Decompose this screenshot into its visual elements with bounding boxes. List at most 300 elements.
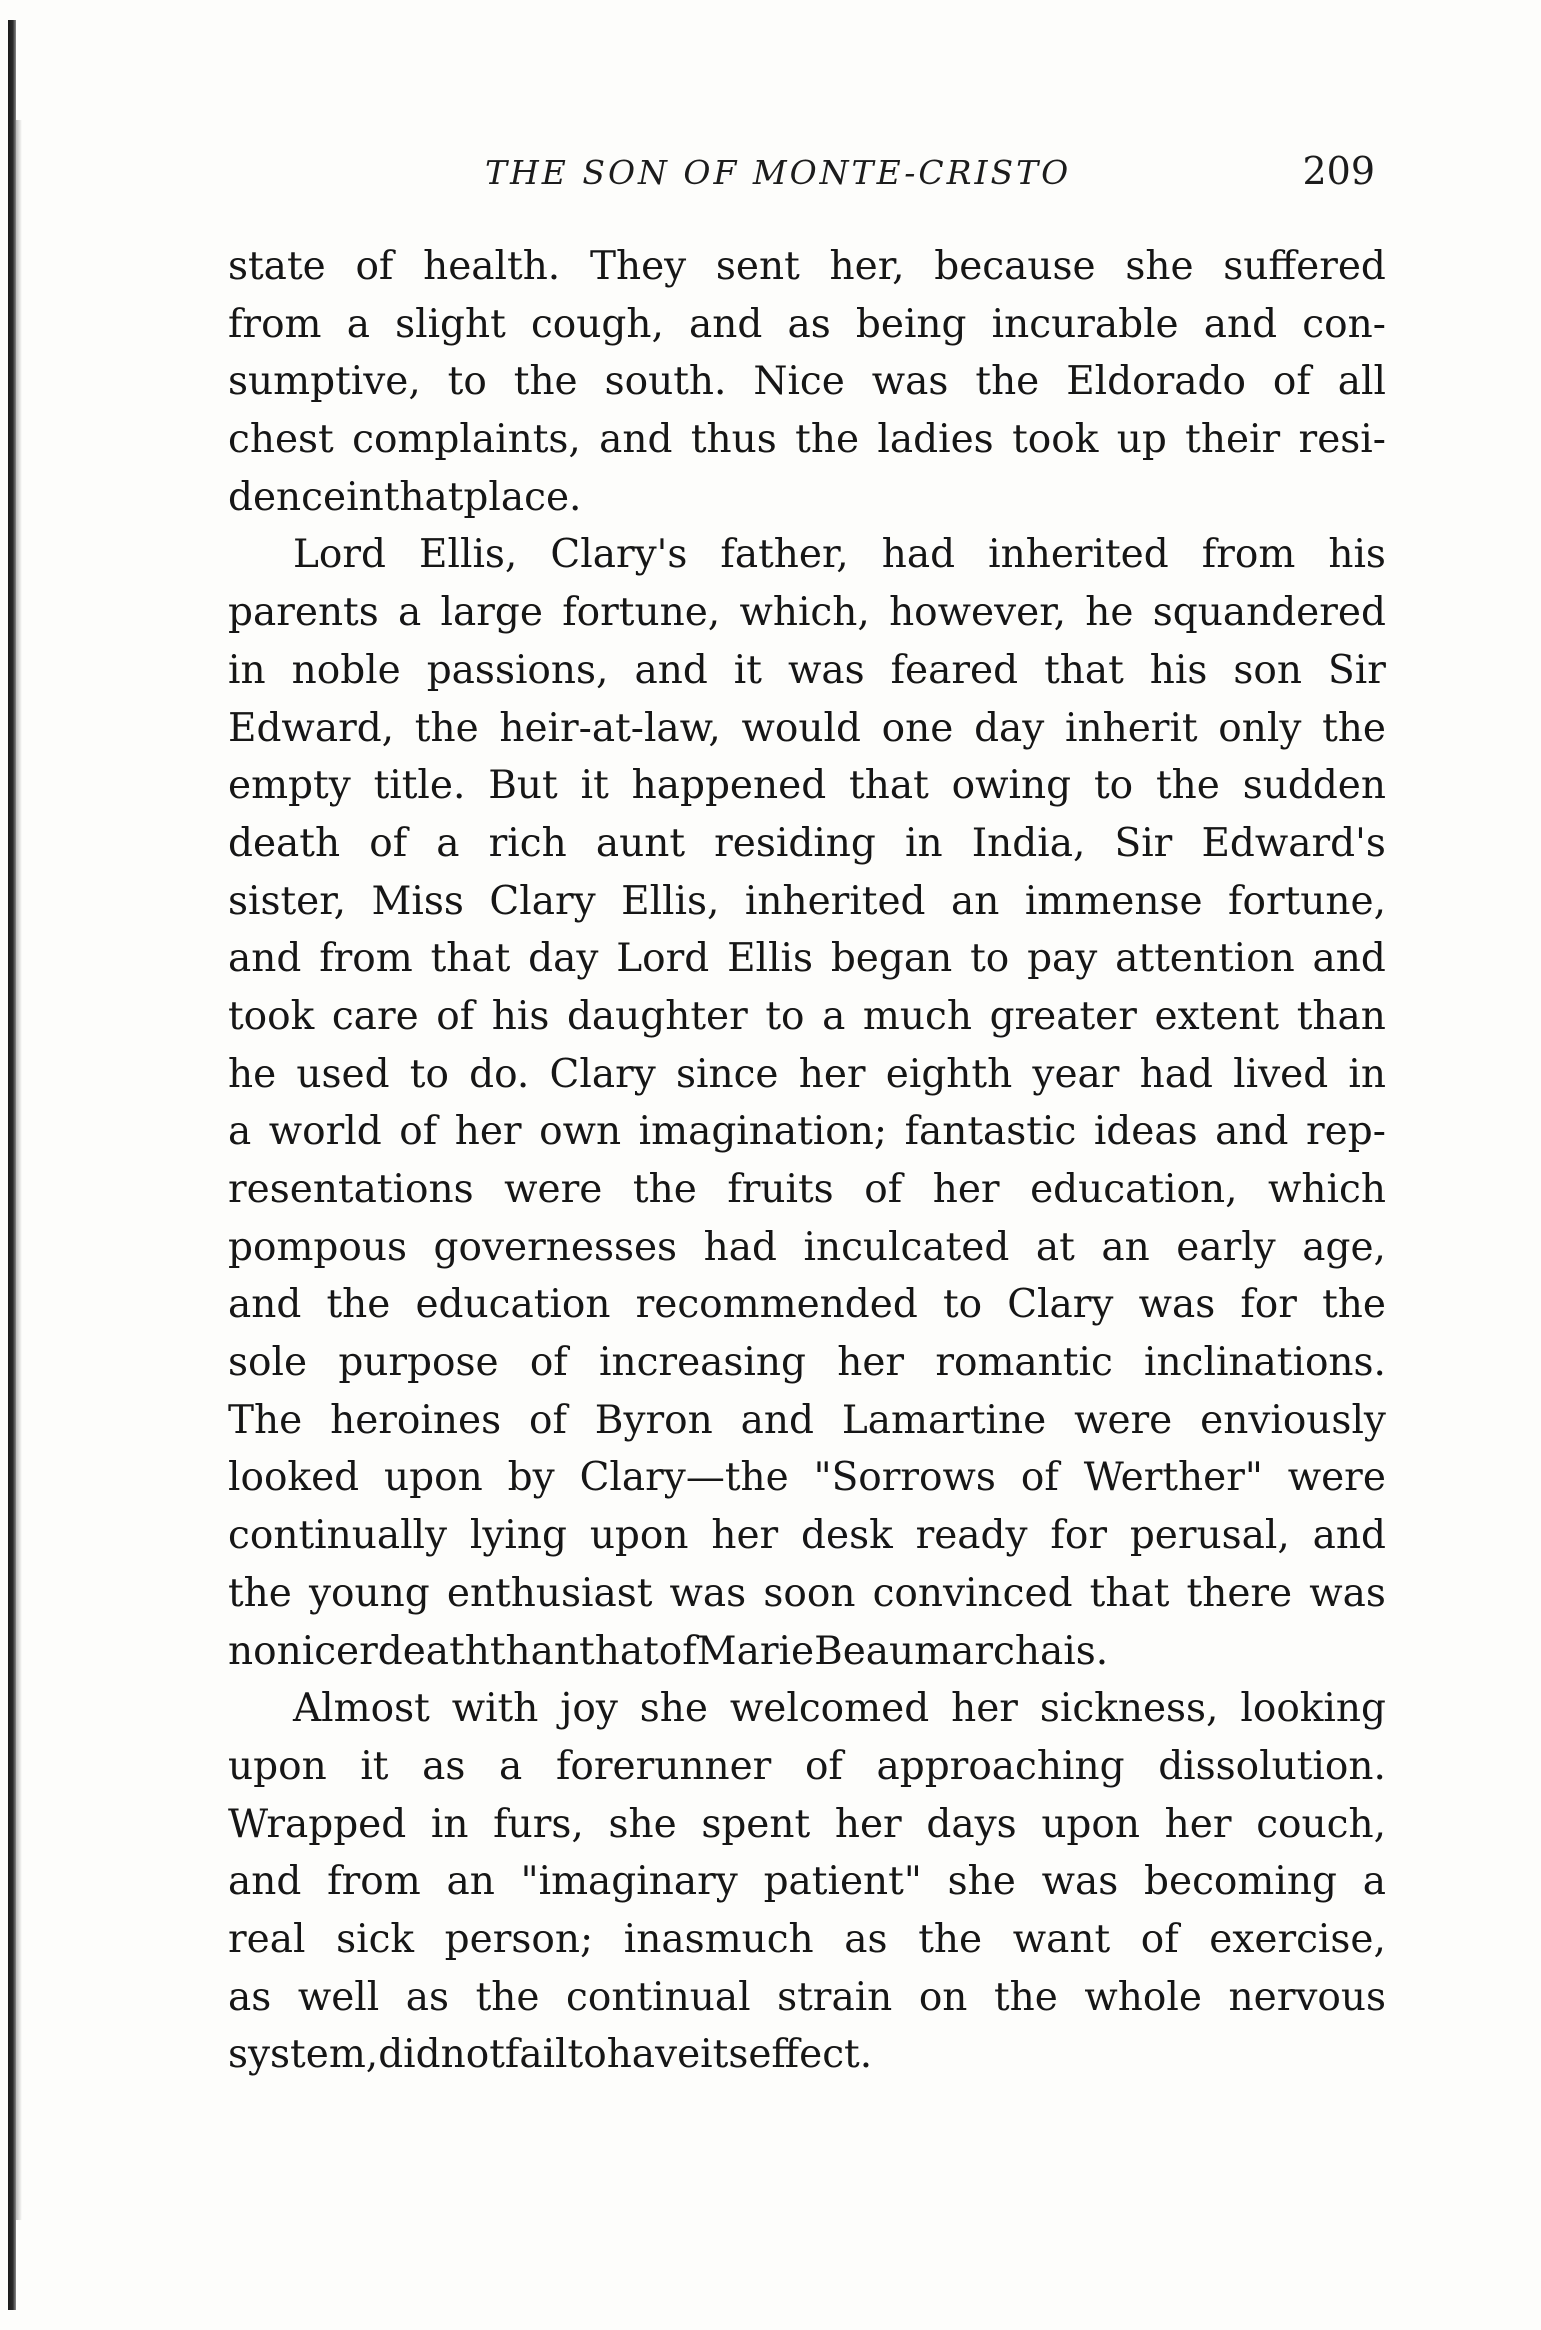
word: than — [1296, 993, 1386, 1039]
word: early — [1176, 1224, 1276, 1270]
text-line — [228, 930, 1386, 988]
word: fail — [504, 2032, 568, 2078]
word: his — [1149, 647, 1208, 693]
word: Lord — [293, 532, 386, 578]
word: death — [377, 1628, 490, 1674]
word: was — [871, 359, 949, 405]
word: title. — [373, 763, 466, 809]
word: Ellis, — [419, 532, 518, 578]
word: the — [1322, 1282, 1386, 1328]
word: of — [355, 244, 394, 289]
word: Eldorado — [1066, 359, 1246, 405]
word: continual — [566, 1974, 751, 2020]
word: a — [436, 820, 460, 866]
word: Miss — [371, 878, 464, 924]
word: by — [507, 1455, 555, 1501]
word: Edward's — [1201, 820, 1386, 866]
word: Clary—the — [579, 1455, 789, 1501]
running-title: THE SON OF MONTE-CRISTO — [485, 153, 1072, 192]
word: happened — [631, 763, 827, 809]
text-line — [228, 469, 1386, 527]
word: a — [228, 1109, 252, 1155]
word: nicer — [276, 1628, 378, 1674]
word: resentations — [228, 1167, 474, 1212]
word: inherited — [744, 878, 926, 924]
word: which, — [739, 590, 870, 636]
word: because — [934, 244, 1096, 289]
text-line — [228, 1161, 1386, 1219]
word: a — [346, 301, 370, 347]
word: she — [1125, 244, 1194, 289]
word: squandered — [1152, 590, 1386, 636]
word: her — [454, 1109, 522, 1155]
word: with — [451, 1686, 539, 1732]
word: enviously — [1200, 1397, 1386, 1443]
word: that — [1089, 1570, 1170, 1616]
word: much — [862, 993, 972, 1039]
word: Ellis, — [621, 878, 720, 924]
word: ladies — [877, 417, 994, 463]
word: as — [787, 301, 831, 347]
word: from — [319, 936, 413, 982]
word: that — [849, 763, 929, 809]
paragraph — [228, 526, 1386, 1680]
word: of — [528, 1397, 567, 1443]
word: parents — [228, 590, 379, 636]
word: approaching — [876, 1743, 1125, 1789]
text-line — [228, 526, 1386, 584]
word: her — [932, 1167, 1000, 1212]
word: desk — [801, 1513, 893, 1559]
word: of — [1020, 1455, 1059, 1501]
text-line — [228, 1796, 1386, 1854]
word: the — [475, 1974, 540, 2020]
word: south. — [604, 359, 727, 405]
word: day — [528, 936, 599, 982]
word: of — [529, 1340, 568, 1386]
word: upon — [1041, 1801, 1140, 1847]
text-line — [228, 873, 1386, 931]
word: incurable — [991, 301, 1179, 347]
word: an — [1101, 1224, 1150, 1270]
word: suffered — [1223, 244, 1386, 289]
word: and — [228, 1282, 302, 1328]
word: thus — [690, 417, 777, 463]
word: governesses — [433, 1224, 678, 1270]
page-number: 209 — [1302, 149, 1375, 193]
word: enthusiast — [446, 1570, 653, 1616]
word: as — [405, 1974, 450, 2020]
word: feared — [890, 647, 1019, 693]
word: were — [504, 1167, 603, 1212]
word: the — [326, 1282, 391, 1328]
text-line — [228, 353, 1386, 411]
word: "imaginary — [520, 1859, 738, 1905]
word: the — [632, 1167, 697, 1212]
word: inherited — [988, 532, 1169, 578]
word: not — [440, 2032, 505, 2078]
word: fruits — [727, 1167, 834, 1212]
word: ready — [915, 1513, 1028, 1559]
word: was — [1138, 1282, 1216, 1328]
word: which — [1268, 1167, 1386, 1212]
word: inherit — [1065, 705, 1198, 751]
word: upon — [589, 1513, 689, 1559]
word: did — [378, 2032, 441, 2078]
word: education — [415, 1282, 611, 1328]
word: upon — [228, 1743, 327, 1789]
text-line — [228, 411, 1386, 469]
word: in — [228, 647, 266, 693]
word: the — [513, 359, 578, 405]
word: as — [422, 1743, 466, 1789]
word: however, — [889, 590, 1066, 636]
word: it — [360, 1743, 389, 1789]
word: of — [369, 820, 408, 866]
word: would — [741, 705, 861, 751]
word: of — [658, 1628, 697, 1674]
word: had — [881, 532, 956, 578]
word: health. — [423, 244, 561, 289]
word: fortune, — [562, 590, 721, 636]
word: own — [539, 1109, 622, 1155]
word: fantastic — [904, 1109, 1077, 1155]
word: "Sorrows — [813, 1455, 996, 1501]
word: and — [228, 1859, 302, 1905]
text-line — [228, 1392, 1386, 1450]
word: romantic — [935, 1340, 1113, 1386]
word: The — [228, 1397, 303, 1443]
word: passions, — [426, 647, 609, 693]
word: he — [1085, 590, 1134, 636]
word: that — [383, 474, 464, 520]
word: no — [228, 1628, 277, 1674]
word: inculcated — [803, 1224, 1010, 1270]
word: Ellis — [727, 936, 813, 982]
word: Byron — [594, 1397, 713, 1443]
word: that — [579, 1628, 659, 1674]
word: was — [1309, 1570, 1386, 1616]
word: complaints, — [352, 417, 581, 463]
word: a — [398, 590, 422, 636]
word: she — [639, 1686, 708, 1732]
word: large — [440, 590, 543, 636]
word: to — [567, 2032, 607, 2078]
word: to — [447, 359, 487, 405]
text-line — [228, 642, 1386, 700]
word: he — [228, 1051, 277, 1097]
word: Clary's — [550, 532, 688, 578]
text-line — [228, 757, 1386, 815]
word: her — [951, 1686, 1018, 1732]
word: of — [399, 1109, 438, 1155]
word: well — [297, 1974, 380, 2020]
word: used — [296, 1051, 390, 1097]
word: at — [1035, 1224, 1075, 1270]
word: days — [926, 1801, 1017, 1847]
word: from — [1201, 532, 1296, 578]
word: was — [1041, 1859, 1119, 1905]
word: of — [1140, 1916, 1179, 1962]
word: and — [228, 936, 302, 982]
body-text — [228, 238, 1386, 2084]
word: to — [942, 1282, 983, 1328]
word: age, — [1302, 1224, 1386, 1270]
word: owing — [951, 763, 1072, 809]
word: that — [430, 936, 511, 982]
word: the — [414, 705, 479, 751]
word: young — [309, 1570, 430, 1616]
binding-shadow — [16, 120, 22, 2220]
word: of — [804, 1743, 843, 1789]
word: heir-at-law, — [499, 705, 721, 751]
word: whole — [1084, 1974, 1202, 2020]
word: sole — [228, 1340, 308, 1386]
word: imagination; — [638, 1109, 888, 1155]
word: began — [830, 936, 953, 982]
word: and — [634, 647, 708, 693]
text-line — [228, 1853, 1386, 1911]
word: and — [740, 1397, 814, 1443]
word: Werther" — [1083, 1455, 1263, 1501]
word: upon — [384, 1455, 483, 1501]
word: of — [1272, 359, 1311, 405]
text-line — [228, 1911, 1386, 1969]
word: education, — [1030, 1167, 1238, 1212]
word: sent — [715, 244, 800, 289]
word: care — [331, 993, 419, 1039]
word: in — [1348, 1051, 1386, 1097]
word: their — [1185, 417, 1281, 463]
word: a — [1362, 1859, 1386, 1905]
word: slight — [395, 301, 506, 347]
word: was — [787, 647, 865, 693]
word: joy — [560, 1686, 618, 1732]
word: only — [1218, 705, 1302, 751]
word: had — [1139, 1051, 1213, 1097]
text-line — [228, 238, 1386, 296]
word: world — [268, 1109, 382, 1155]
word: Beaumarchais. — [814, 1628, 1109, 1674]
word: place. — [463, 474, 582, 520]
word: recommended — [635, 1282, 918, 1328]
word: soon — [763, 1570, 856, 1616]
word: increasing — [599, 1340, 806, 1386]
text-line — [228, 1623, 1386, 1681]
word: day — [974, 705, 1045, 751]
word: real — [228, 1916, 306, 1962]
word: immense — [1024, 878, 1203, 924]
word: They — [589, 244, 687, 289]
word: and — [689, 301, 763, 347]
word: took — [1012, 417, 1099, 463]
text-line — [228, 2026, 1386, 2084]
word: looked — [228, 1455, 360, 1501]
word: pay — [1027, 936, 1098, 982]
text-line — [228, 700, 1386, 758]
word: continually — [228, 1513, 448, 1559]
book-binding-edge — [8, 20, 16, 2310]
word: Marie — [696, 1628, 815, 1674]
text-line — [228, 1507, 1386, 1565]
text-line — [228, 1680, 1386, 1738]
text-line — [228, 1046, 1386, 1104]
word: were — [1287, 1455, 1386, 1501]
word: inclinations. — [1144, 1340, 1386, 1386]
word: welcomed — [729, 1686, 930, 1732]
word: the — [795, 417, 860, 463]
word: pompous — [228, 1224, 408, 1270]
word: up — [1116, 417, 1167, 463]
word: the — [975, 359, 1040, 405]
word: her, — [829, 244, 905, 289]
word: her — [798, 1051, 866, 1097]
word: and — [599, 417, 673, 463]
word: and — [1312, 936, 1386, 982]
word: her — [834, 1801, 902, 1847]
word: of — [436, 993, 475, 1039]
word: But — [488, 763, 558, 809]
word: all — [1337, 359, 1386, 405]
text-line — [228, 584, 1386, 642]
text-line — [228, 296, 1386, 354]
word: Clary — [1007, 1282, 1114, 1328]
text-line — [228, 1449, 1386, 1507]
text-line — [228, 988, 1386, 1046]
word: her — [711, 1513, 779, 1559]
word: for — [1240, 1282, 1297, 1328]
word: death — [228, 820, 341, 866]
word: Lamartine — [841, 1397, 1047, 1443]
word: person; — [444, 1916, 594, 1962]
word: its — [700, 2032, 749, 2078]
word: from — [228, 301, 322, 347]
word: an — [446, 1859, 495, 1905]
word: to — [409, 1051, 449, 1097]
text-line — [228, 1565, 1386, 1623]
word: in — [430, 1801, 469, 1847]
word: aunt — [595, 820, 686, 866]
word: a — [499, 1743, 523, 1789]
word: fortune, — [1228, 878, 1386, 924]
word: convinced — [872, 1570, 1073, 1616]
word: Clary — [489, 878, 596, 924]
text-line — [228, 1276, 1386, 1334]
word: attention — [1115, 936, 1295, 982]
word: cough, — [530, 301, 664, 347]
word: Sir — [1114, 820, 1173, 866]
word: rich — [488, 820, 567, 866]
word: patient" — [763, 1859, 922, 1905]
word: perusal, — [1129, 1513, 1290, 1559]
word: furs, — [493, 1801, 584, 1847]
word: have — [606, 2032, 701, 2078]
word: resi- — [1298, 417, 1386, 463]
word: and — [1215, 1109, 1289, 1155]
word: the — [993, 1974, 1058, 2020]
word: purpose — [338, 1340, 499, 1386]
word: the — [918, 1916, 983, 1962]
word: spent — [701, 1801, 811, 1847]
word: lived — [1233, 1051, 1329, 1097]
word: eighth — [885, 1051, 1013, 1097]
word: her — [837, 1340, 905, 1386]
word: being — [855, 301, 967, 347]
word: dence — [228, 474, 347, 520]
word: do. — [469, 1051, 530, 1097]
word: his — [491, 993, 550, 1039]
word: son — [1233, 647, 1303, 693]
word: it — [733, 647, 762, 693]
word: from — [327, 1859, 421, 1905]
word: in — [905, 820, 943, 866]
word: sumptive, — [228, 359, 421, 405]
word: the — [1155, 763, 1220, 809]
word: Nice — [753, 359, 845, 405]
word: she — [608, 1801, 677, 1847]
word: the — [1322, 705, 1386, 751]
word: chest — [228, 417, 334, 463]
word: she — [947, 1859, 1016, 1905]
word: to — [970, 936, 1010, 982]
word: sick — [336, 1916, 415, 1962]
word: becoming — [1144, 1859, 1337, 1905]
word: Lord — [616, 936, 710, 982]
word: con- — [1302, 301, 1386, 347]
word: lying — [469, 1513, 567, 1559]
word: greater — [989, 993, 1137, 1039]
word: forerunner — [555, 1743, 772, 1789]
word: couch, — [1256, 1801, 1386, 1847]
word: an — [950, 878, 1000, 924]
word: one — [881, 705, 954, 751]
paragraph — [228, 1680, 1386, 2084]
text-line — [228, 1738, 1386, 1796]
word: and — [1203, 301, 1278, 347]
word: rep- — [1306, 1109, 1386, 1155]
text-line — [228, 815, 1386, 873]
word: his — [1328, 532, 1386, 578]
word: ideas — [1093, 1109, 1198, 1155]
word: want — [1012, 1916, 1111, 1962]
word: exercise, — [1209, 1916, 1386, 1962]
word: sudden — [1242, 763, 1386, 809]
word: Clary — [549, 1051, 656, 1097]
word: father, — [720, 532, 849, 578]
word: sickness, — [1039, 1686, 1219, 1732]
word: was — [669, 1570, 747, 1616]
text-line — [228, 1969, 1386, 2027]
word: Sir — [1328, 647, 1386, 693]
word: the — [228, 1570, 292, 1616]
word: Almost — [293, 1686, 430, 1732]
word: to — [765, 993, 805, 1039]
word: Wrapped — [228, 1801, 407, 1847]
word: system, — [228, 2032, 379, 2078]
word: sister, — [228, 878, 347, 924]
word: as — [228, 1974, 272, 2020]
word: a — [822, 993, 846, 1039]
word: and — [1312, 1513, 1386, 1559]
text-line — [228, 1103, 1386, 1161]
text-line — [228, 1334, 1386, 1392]
word: in — [346, 474, 384, 520]
word: nervous — [1228, 1974, 1386, 2020]
word: had — [703, 1224, 777, 1270]
word: extent — [1154, 993, 1280, 1039]
paragraph — [228, 238, 1386, 526]
word: since — [675, 1051, 779, 1097]
